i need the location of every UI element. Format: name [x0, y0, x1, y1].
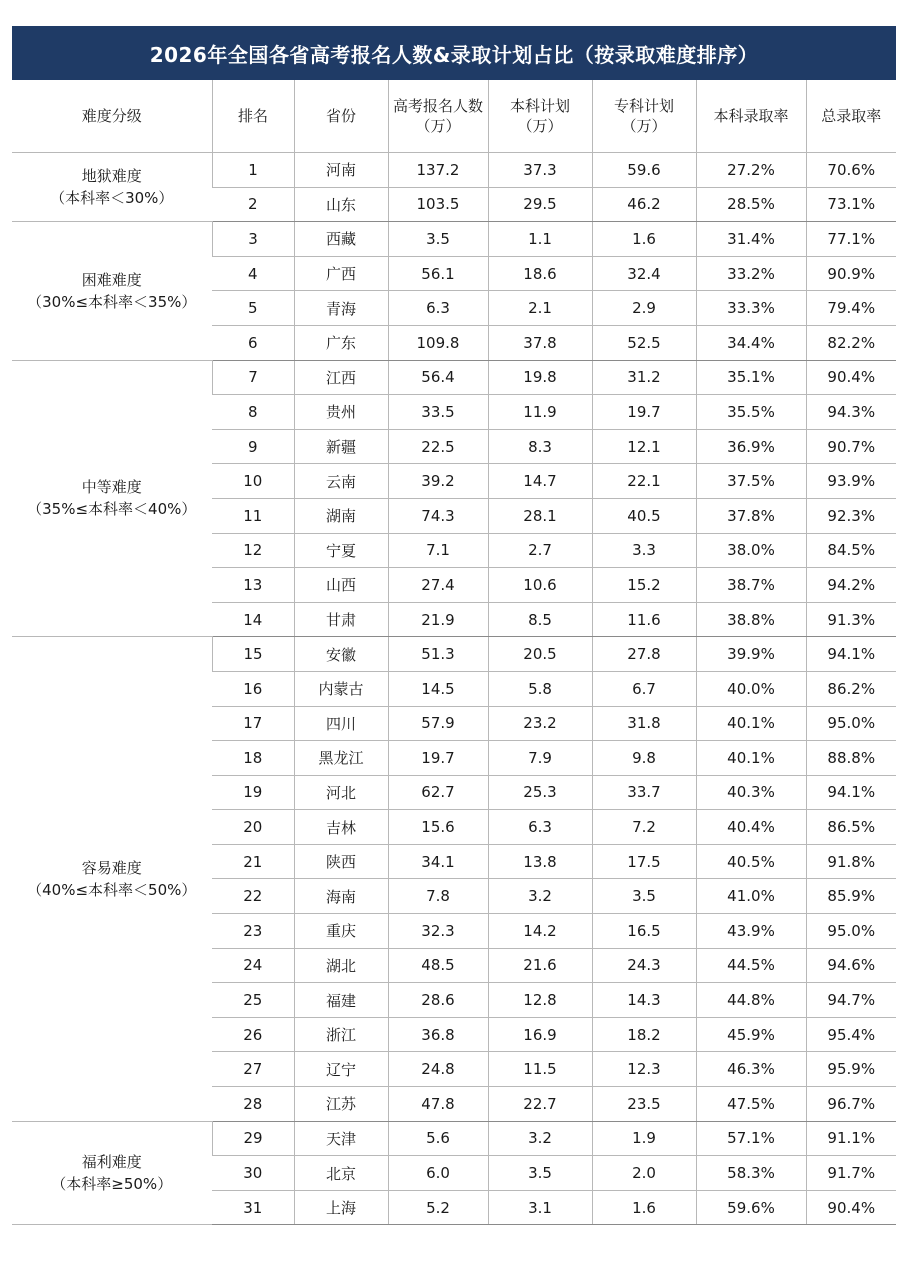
cell-college-plan: 19.7 — [592, 395, 696, 430]
cell-bachelor-plan: 23.2 — [488, 706, 592, 741]
cell-bachelor-rate: 34.4% — [696, 325, 806, 360]
cell-bachelor-plan: 12.8 — [488, 983, 592, 1018]
cell-bachelor-rate: 28.5% — [696, 187, 806, 222]
cell-bachelor-plan: 29.5 — [488, 187, 592, 222]
cell-province: 贵州 — [294, 395, 388, 430]
cell-applicants: 137.2 — [388, 153, 488, 188]
cell-rank: 28 — [212, 1087, 294, 1122]
cell-bachelor-rate: 59.6% — [696, 1190, 806, 1225]
cell-college-plan: 7.2 — [592, 810, 696, 845]
cell-province: 云南 — [294, 464, 388, 499]
cell-bachelor-rate: 43.9% — [696, 914, 806, 949]
cell-province: 黑龙江 — [294, 741, 388, 776]
cell-applicants: 34.1 — [388, 844, 488, 879]
cell-province: 辽宁 — [294, 1052, 388, 1087]
cell-bachelor-plan: 3.5 — [488, 1156, 592, 1191]
cell-bachelor-rate: 44.8% — [696, 983, 806, 1018]
cell-province: 广东 — [294, 325, 388, 360]
cell-bachelor-rate: 40.1% — [696, 741, 806, 776]
cell-college-plan: 3.3 — [592, 533, 696, 568]
cell-college-plan: 22.1 — [592, 464, 696, 499]
cell-applicants: 7.1 — [388, 533, 488, 568]
cell-applicants: 33.5 — [388, 395, 488, 430]
cell-province: 湖北 — [294, 948, 388, 983]
cell-province: 甘肃 — [294, 602, 388, 637]
cell-college-plan: 3.5 — [592, 879, 696, 914]
cell-bachelor-plan: 16.9 — [488, 1017, 592, 1052]
cell-college-plan: 15.2 — [592, 568, 696, 603]
cell-bachelor-plan: 14.2 — [488, 914, 592, 949]
cell-college-plan: 31.2 — [592, 360, 696, 395]
cell-bachelor-rate: 36.9% — [696, 429, 806, 464]
cell-bachelor-plan: 37.3 — [488, 153, 592, 188]
cell-applicants: 103.5 — [388, 187, 488, 222]
cell-college-plan: 17.5 — [592, 844, 696, 879]
cell-bachelor-plan: 2.1 — [488, 291, 592, 326]
cell-bachelor-rate: 44.5% — [696, 948, 806, 983]
header-college-plan-label: 专科计划（万） — [613, 97, 674, 135]
cell-applicants: 27.4 — [388, 568, 488, 603]
cell-province: 安徽 — [294, 637, 388, 672]
cell-applicants: 5.6 — [388, 1121, 488, 1156]
cell-rank: 21 — [212, 844, 294, 879]
cell-total-rate: 86.5% — [806, 810, 896, 845]
cell-province: 山西 — [294, 568, 388, 603]
cell-applicants: 39.2 — [388, 464, 488, 499]
cell-applicants: 57.9 — [388, 706, 488, 741]
cell-applicants: 36.8 — [388, 1017, 488, 1052]
cell-bachelor-plan: 8.5 — [488, 602, 592, 637]
cell-bachelor-rate: 58.3% — [696, 1156, 806, 1191]
cell-bachelor-rate: 38.0% — [696, 533, 806, 568]
cell-rank: 9 — [212, 429, 294, 464]
cell-province: 山东 — [294, 187, 388, 222]
cell-bachelor-rate: 41.0% — [696, 879, 806, 914]
cell-bachelor-plan: 10.6 — [488, 568, 592, 603]
table-row — [12, 360, 896, 395]
cell-bachelor-rate: 35.5% — [696, 395, 806, 430]
tier-range: （本科率≥50%） — [51, 1175, 173, 1194]
cell-total-rate: 90.4% — [806, 1190, 896, 1225]
cell-applicants: 56.4 — [388, 360, 488, 395]
cell-applicants: 62.7 — [388, 775, 488, 810]
cell-bachelor-rate: 35.1% — [696, 360, 806, 395]
cell-bachelor-plan: 11.5 — [488, 1052, 592, 1087]
cell-total-rate: 85.9% — [806, 879, 896, 914]
cell-college-plan: 12.1 — [592, 429, 696, 464]
cell-rank: 3 — [212, 222, 294, 257]
tier-range: （30%≤本科率＜35%） — [27, 292, 197, 311]
header-tier: 难度分级 — [12, 80, 212, 153]
cell-province: 河南 — [294, 153, 388, 188]
cell-rank: 24 — [212, 948, 294, 983]
cell-applicants: 56.1 — [388, 256, 488, 291]
cell-bachelor-plan: 28.1 — [488, 498, 592, 533]
tier-cell — [12, 1121, 212, 1225]
tier-name: 地狱难度 — [81, 167, 142, 186]
cell-total-rate: 91.8% — [806, 844, 896, 879]
cell-province: 重庆 — [294, 914, 388, 949]
cell-province: 福建 — [294, 983, 388, 1018]
cell-applicants: 51.3 — [388, 637, 488, 672]
cell-province: 河北 — [294, 775, 388, 810]
cell-bachelor-plan: 21.6 — [488, 948, 592, 983]
tier-cell — [12, 153, 212, 222]
cell-college-plan: 18.2 — [592, 1017, 696, 1052]
cell-applicants: 19.7 — [388, 741, 488, 776]
cell-applicants: 3.5 — [388, 222, 488, 257]
cell-total-rate: 90.4% — [806, 360, 896, 395]
cell-bachelor-plan: 8.3 — [488, 429, 592, 464]
header-applicants-label: 高考报名人数（万） — [393, 97, 484, 135]
cell-province: 广西 — [294, 256, 388, 291]
cell-rank: 29 — [212, 1121, 294, 1156]
cell-bachelor-plan: 2.7 — [488, 533, 592, 568]
cell-bachelor-rate: 38.7% — [696, 568, 806, 603]
cell-applicants: 32.3 — [388, 914, 488, 949]
cell-province: 新疆 — [294, 429, 388, 464]
cell-rank: 26 — [212, 1017, 294, 1052]
cell-bachelor-rate: 40.1% — [696, 706, 806, 741]
cell-total-rate: 91.1% — [806, 1121, 896, 1156]
tier-name: 中等难度 — [81, 478, 142, 497]
cell-college-plan: 1.6 — [592, 1190, 696, 1225]
cell-rank: 11 — [212, 498, 294, 533]
cell-applicants: 15.6 — [388, 810, 488, 845]
cell-rank: 12 — [212, 533, 294, 568]
cell-college-plan: 16.5 — [592, 914, 696, 949]
cell-college-plan: 24.3 — [592, 948, 696, 983]
cell-rank: 7 — [212, 360, 294, 395]
cell-total-rate: 95.0% — [806, 914, 896, 949]
cell-bachelor-rate: 37.8% — [696, 498, 806, 533]
cell-total-rate: 86.2% — [806, 671, 896, 706]
cell-rank: 6 — [212, 325, 294, 360]
header-row — [12, 80, 896, 153]
cell-applicants: 6.3 — [388, 291, 488, 326]
header-bachelor-plan-label: 本科计划（万） — [509, 97, 570, 135]
table-title: 2026年全国各省高考报名人数&录取计划占比（按录取难度排序） — [149, 42, 759, 67]
header-college-plan — [592, 80, 696, 153]
cell-rank: 30 — [212, 1156, 294, 1191]
table-row — [12, 637, 896, 672]
cell-bachelor-rate: 45.9% — [696, 1017, 806, 1052]
header-bachelor-rate: 本科录取率 — [696, 80, 806, 153]
cell-total-rate: 94.2% — [806, 568, 896, 603]
cell-total-rate: 95.9% — [806, 1052, 896, 1087]
cell-province: 天津 — [294, 1121, 388, 1156]
cell-province: 浙江 — [294, 1017, 388, 1052]
cell-rank: 15 — [212, 637, 294, 672]
cell-rank: 22 — [212, 879, 294, 914]
cell-college-plan: 12.3 — [592, 1052, 696, 1087]
cell-bachelor-rate: 40.5% — [696, 844, 806, 879]
cell-rank: 23 — [212, 914, 294, 949]
cell-college-plan: 32.4 — [592, 256, 696, 291]
header-applicants — [388, 80, 488, 153]
cell-college-plan: 1.6 — [592, 222, 696, 257]
cell-province: 北京 — [294, 1156, 388, 1191]
table-body — [12, 153, 896, 1225]
cell-applicants: 22.5 — [388, 429, 488, 464]
cell-applicants: 28.6 — [388, 983, 488, 1018]
cell-college-plan: 52.5 — [592, 325, 696, 360]
cell-bachelor-rate: 47.5% — [696, 1087, 806, 1122]
cell-applicants: 7.8 — [388, 879, 488, 914]
cell-total-rate: 95.4% — [806, 1017, 896, 1052]
cell-total-rate: 94.6% — [806, 948, 896, 983]
cell-total-rate: 77.1% — [806, 222, 896, 257]
cell-applicants: 74.3 — [388, 498, 488, 533]
cell-college-plan: 14.3 — [592, 983, 696, 1018]
cell-total-rate: 90.7% — [806, 429, 896, 464]
cell-province: 吉林 — [294, 810, 388, 845]
cell-college-plan: 9.8 — [592, 741, 696, 776]
cell-bachelor-plan: 14.7 — [488, 464, 592, 499]
cell-bachelor-plan: 3.1 — [488, 1190, 592, 1225]
cell-bachelor-rate: 40.4% — [696, 810, 806, 845]
cell-bachelor-rate: 40.0% — [696, 671, 806, 706]
cell-total-rate: 73.1% — [806, 187, 896, 222]
cell-province: 江苏 — [294, 1087, 388, 1122]
cell-bachelor-rate: 40.3% — [696, 775, 806, 810]
cell-total-rate: 82.2% — [806, 325, 896, 360]
cell-rank: 25 — [212, 983, 294, 1018]
cell-bachelor-plan: 3.2 — [488, 879, 592, 914]
cell-total-rate: 92.3% — [806, 498, 896, 533]
cell-bachelor-plan: 6.3 — [488, 810, 592, 845]
cell-college-plan: 6.7 — [592, 671, 696, 706]
cell-bachelor-plan: 37.8 — [488, 325, 592, 360]
cell-applicants: 21.9 — [388, 602, 488, 637]
cell-rank: 27 — [212, 1052, 294, 1087]
cell-rank: 17 — [212, 706, 294, 741]
cell-bachelor-plan: 1.1 — [488, 222, 592, 257]
cell-applicants: 14.5 — [388, 671, 488, 706]
cell-applicants: 48.5 — [388, 948, 488, 983]
cell-rank: 4 — [212, 256, 294, 291]
cell-total-rate: 95.0% — [806, 706, 896, 741]
cell-college-plan: 11.6 — [592, 602, 696, 637]
tier-name: 困难难度 — [81, 270, 142, 289]
header-rank: 排名 — [212, 80, 294, 153]
cell-rank: 10 — [212, 464, 294, 499]
tier-name: 福利难度 — [81, 1153, 142, 1172]
tier-range: （35%≤本科率＜40%） — [27, 500, 197, 519]
cell-rank: 1 — [212, 153, 294, 188]
cell-total-rate: 84.5% — [806, 533, 896, 568]
cell-rank: 14 — [212, 602, 294, 637]
cell-bachelor-plan: 3.2 — [488, 1121, 592, 1156]
cell-total-rate: 96.7% — [806, 1087, 896, 1122]
cell-bachelor-plan: 18.6 — [488, 256, 592, 291]
cell-province: 湖南 — [294, 498, 388, 533]
cell-rank: 16 — [212, 671, 294, 706]
cell-bachelor-plan: 7.9 — [488, 741, 592, 776]
cell-rank: 13 — [212, 568, 294, 603]
cell-rank: 31 — [212, 1190, 294, 1225]
cell-college-plan: 33.7 — [592, 775, 696, 810]
cell-province: 内蒙古 — [294, 671, 388, 706]
cell-rank: 18 — [212, 741, 294, 776]
table-title-bar — [12, 26, 896, 80]
cell-applicants: 5.2 — [388, 1190, 488, 1225]
header-total-rate: 总录取率 — [806, 80, 896, 153]
cell-college-plan: 59.6 — [592, 153, 696, 188]
table-row — [12, 222, 896, 257]
header-bachelor-plan — [488, 80, 592, 153]
cell-bachelor-rate: 27.2% — [696, 153, 806, 188]
admission-table — [12, 80, 896, 1225]
cell-province: 宁夏 — [294, 533, 388, 568]
tier-cell — [12, 637, 212, 1121]
table-row — [12, 153, 896, 188]
cell-bachelor-plan: 11.9 — [488, 395, 592, 430]
cell-total-rate: 93.9% — [806, 464, 896, 499]
cell-total-rate: 94.7% — [806, 983, 896, 1018]
cell-college-plan: 23.5 — [592, 1087, 696, 1122]
cell-province: 江西 — [294, 360, 388, 395]
cell-bachelor-plan: 25.3 — [488, 775, 592, 810]
cell-rank: 19 — [212, 775, 294, 810]
cell-bachelor-rate: 46.3% — [696, 1052, 806, 1087]
header-province: 省份 — [294, 80, 388, 153]
cell-college-plan: 31.8 — [592, 706, 696, 741]
cell-province: 西藏 — [294, 222, 388, 257]
cell-bachelor-plan: 13.8 — [488, 844, 592, 879]
cell-applicants: 47.8 — [388, 1087, 488, 1122]
cell-total-rate: 94.3% — [806, 395, 896, 430]
cell-province: 海南 — [294, 879, 388, 914]
cell-applicants: 24.8 — [388, 1052, 488, 1087]
cell-total-rate: 91.7% — [806, 1156, 896, 1191]
cell-college-plan: 2.0 — [592, 1156, 696, 1191]
cell-applicants: 109.8 — [388, 325, 488, 360]
cell-total-rate: 70.6% — [806, 153, 896, 188]
cell-bachelor-rate: 33.3% — [696, 291, 806, 326]
tier-cell — [12, 360, 212, 637]
cell-total-rate: 88.8% — [806, 741, 896, 776]
cell-college-plan: 40.5 — [592, 498, 696, 533]
tier-cell — [12, 222, 212, 360]
cell-bachelor-plan: 5.8 — [488, 671, 592, 706]
cell-province: 四川 — [294, 706, 388, 741]
cell-rank: 8 — [212, 395, 294, 430]
tier-range: （40%≤本科率＜50%） — [27, 880, 197, 899]
tier-range: （本科率＜30%） — [50, 189, 174, 208]
cell-total-rate: 94.1% — [806, 775, 896, 810]
document-page — [12, 26, 896, 1225]
cell-college-plan: 27.8 — [592, 637, 696, 672]
cell-rank: 5 — [212, 291, 294, 326]
cell-province: 青海 — [294, 291, 388, 326]
cell-bachelor-rate: 37.5% — [696, 464, 806, 499]
cell-applicants: 6.0 — [388, 1156, 488, 1191]
cell-province: 上海 — [294, 1190, 388, 1225]
cell-bachelor-plan: 20.5 — [488, 637, 592, 672]
cell-rank: 2 — [212, 187, 294, 222]
cell-rank: 20 — [212, 810, 294, 845]
cell-college-plan: 2.9 — [592, 291, 696, 326]
cell-total-rate: 79.4% — [806, 291, 896, 326]
cell-bachelor-rate: 57.1% — [696, 1121, 806, 1156]
cell-bachelor-rate: 33.2% — [696, 256, 806, 291]
tier-name: 容易难度 — [81, 858, 142, 877]
cell-bachelor-rate: 31.4% — [696, 222, 806, 257]
cell-bachelor-plan: 22.7 — [488, 1087, 592, 1122]
cell-bachelor-rate: 39.9% — [696, 637, 806, 672]
cell-total-rate: 91.3% — [806, 602, 896, 637]
cell-college-plan: 1.9 — [592, 1121, 696, 1156]
table-row — [12, 1121, 896, 1156]
cell-college-plan: 46.2 — [592, 187, 696, 222]
cell-total-rate: 94.1% — [806, 637, 896, 672]
cell-bachelor-rate: 38.8% — [696, 602, 806, 637]
cell-province: 陕西 — [294, 844, 388, 879]
cell-bachelor-plan: 19.8 — [488, 360, 592, 395]
cell-total-rate: 90.9% — [806, 256, 896, 291]
